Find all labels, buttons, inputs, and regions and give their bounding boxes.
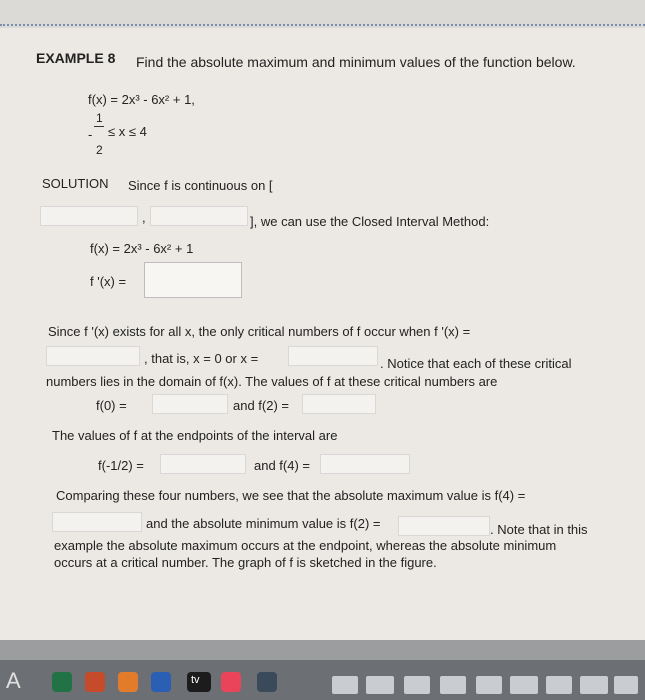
powerpoint-icon[interactable] <box>85 672 105 692</box>
thumbnail-icon-9[interactable] <box>614 676 638 694</box>
f2-label: and f(2) = <box>233 398 290 413</box>
interval-frac-bar <box>94 126 104 127</box>
critical-explanation: occurs at a critical number. The graph of f is sketched in the figure. <box>54 555 437 570</box>
word-icon[interactable] <box>151 672 171 692</box>
f0-label: f(0) = <box>96 398 127 413</box>
interval-frac-denominator: 2 <box>96 143 103 157</box>
function-restated: f(x) = 2x³ - 6x² + 1 <box>90 241 194 256</box>
music-icon[interactable] <box>221 672 241 692</box>
interval-minus: - <box>88 127 93 142</box>
apple-tv-label: tv <box>191 674 200 686</box>
note-text: . Note that in this <box>490 522 588 537</box>
f0-input[interactable] <box>152 394 228 414</box>
derivative-label: f '(x) = <box>90 274 127 289</box>
critical-x-input[interactable] <box>288 346 378 366</box>
interval-start-input[interactable] <box>40 206 138 226</box>
chart-app-icon[interactable] <box>118 672 138 692</box>
endpoints-text: The values of f at the endpoints of the interval are <box>52 428 338 443</box>
f4-input[interactable] <box>320 454 410 474</box>
thumbnail-icon-1[interactable] <box>332 676 358 694</box>
f2-input[interactable] <box>302 394 376 414</box>
thumbnail-icon-4[interactable] <box>440 676 466 694</box>
f-minus-half-input[interactable] <box>160 454 246 474</box>
abs-min-text: and the absolute minimum value is f(2) = <box>146 516 381 531</box>
example-prompt: Find the absolute maximum and minimum values of the function below. <box>136 54 576 70</box>
thumbnail-icon-3[interactable] <box>404 676 430 694</box>
comparison-text: Comparing these four numbers, we see that the absolute maximum value is f(4) = <box>56 488 526 503</box>
critical-numbers-text: , that is, x = 0 or x = <box>144 351 259 366</box>
domain-text: numbers lies in the domain of f(x). The values of f at these critical numbers are <box>46 374 498 389</box>
thumbnail-icon-7[interactable] <box>546 676 572 694</box>
thumbnail-icon-2[interactable] <box>366 676 394 694</box>
critical-condition-text: Since f '(x) exists for all x, the only critical numbers of f occur when f '(x) = <box>48 324 471 339</box>
f4-label: and f(4) = <box>254 458 311 473</box>
thumbnail-icon-6[interactable] <box>510 676 538 694</box>
f-minus-half-label: f(-1/2) = <box>98 458 144 473</box>
abs-min-input[interactable] <box>398 516 490 536</box>
notice-text: . Notice that each of these critical <box>380 356 572 371</box>
font-a-icon[interactable]: A <box>6 668 21 693</box>
derivative-zero-input[interactable] <box>46 346 140 366</box>
interval-frac-numerator: 1 <box>96 111 103 125</box>
interval-end-input[interactable] <box>150 206 248 226</box>
thumbnail-icon-8[interactable] <box>580 676 608 694</box>
interval-comma: , <box>142 210 146 225</box>
terminal-icon[interactable] <box>257 672 277 692</box>
function-definition: f(x) = 2x³ - 6x² + 1, <box>88 92 195 107</box>
interval-bound: ≤ x ≤ 4 <box>108 124 147 139</box>
example-label: EXAMPLE 8 <box>36 50 116 66</box>
solution-lead: Since f is continuous on [ <box>128 178 273 193</box>
dock-shelf <box>0 640 645 660</box>
closed-interval-text: ], we can use the Closed Interval Method: <box>250 214 490 229</box>
top-divider <box>0 24 645 26</box>
solution-label: SOLUTION <box>42 176 109 191</box>
derivative-input[interactable] <box>144 262 242 298</box>
excel-icon[interactable] <box>52 672 72 692</box>
abs-max-input[interactable] <box>52 512 142 532</box>
endpoint-explanation: example the absolute maximum occurs at the endpoint, whereas the absolute minimum <box>54 538 557 553</box>
thumbnail-icon-5[interactable] <box>476 676 502 694</box>
